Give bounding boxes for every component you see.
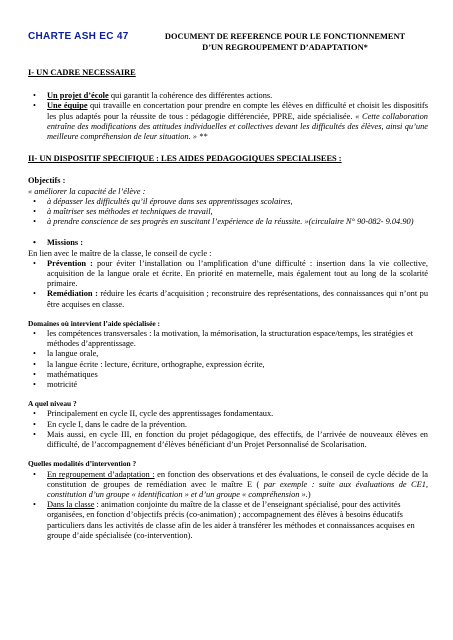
list-item: • à prendre conscience de ses progrès en suscitant l’expérience de la réussite. »(circulaire N° 90-082- 9.04.90) <box>28 217 428 227</box>
title-line-1: DOCUMENT DE REFERENCE POUR LE FONCTIONNEMENT <box>164 32 406 41</box>
equipe-quote: « Cette collaboration entraîne des modifications des attitudes individuelles et collectives devant les difficultés des élèves, ainsi qu’une meilleure compréhension de leur situation. » ** <box>47 111 428 142</box>
document-page <box>28 26 428 541</box>
projet-ecole-text: qui garantit la cohérence des différentes actions. <box>108 91 273 101</box>
remediation-label: Remédiation : <box>47 289 98 299</box>
niveau-heading: A quel niveau ? <box>28 399 77 409</box>
regroupement-end: ) <box>307 489 311 499</box>
objectifs-lead: « améliorer la capacité de l’élève : <box>28 186 146 196</box>
list-item: • à dépasser les difficultés qu’il éprouve dans ses apprentissages scolaires, <box>28 197 428 207</box>
remediation-text: réduire les écarts d’acquisition ; reconstruire des représentations, des connaissances qui n’ont pu être acquises en classe. <box>47 289 429 309</box>
domaines-list <box>28 329 428 390</box>
list-item: • motricité <box>28 380 428 390</box>
list-item: • à maîtriser ses méthodes et techniques de travail, <box>28 207 428 217</box>
domaines-heading: Domaines où intervient l’aide spécialisée : <box>28 318 160 328</box>
list-item <box>28 91 428 101</box>
charte-brand: CHARTE ASH EC 47 <box>28 31 129 42</box>
missions-heading-list <box>28 238 428 248</box>
list-item: • Mais aussi, en cycle III, en fonction du projet pédagogique, des effectifs, de l’arrivée de nouveaux élèves en difficulté, de l’accompagnement d’élèves bénéficiant d’un Projet Personnalisé de Scolarisation. <box>28 430 428 450</box>
title-line-2: D’UN REGROUPEMENT D’ADAPTATION* <box>202 42 368 52</box>
section1-list <box>28 91 428 142</box>
list-item <box>28 101 428 142</box>
section2-heading: II- UN DISPOSITIF SPECIFIQUE : LES AIDES PEDAGOGIQUES SPECIALISEES : <box>28 154 342 164</box>
prevention-label: Prévention : <box>47 258 93 268</box>
modalites-list <box>28 470 428 541</box>
prevention-text: pour éviter l’installation ou l’amplification d’une difficulté : insertion dans la vie collective, acquisition de la langue orale et écrite. En priorité en maternelle, mais également tout au long de la scolarité primaire. <box>47 258 428 289</box>
list-item <box>28 289 428 309</box>
modalites-heading: Quelles modalités d’intervention ? <box>28 459 137 469</box>
objectifs-heading: Objectifs : <box>28 176 66 186</box>
list-item: • la langue orale, <box>28 349 428 359</box>
list-item: • En cycle I, dans le cadre de la prévention. <box>28 420 428 430</box>
dans-classe-label: Dans la classe <box>47 500 95 510</box>
list-item: • la langue écrite : lecture, écriture, orthographe, expression écrite, <box>28 360 428 370</box>
list-item: • les compétences transversales : la motivation, la mémorisation, la structuration espace/temps, les stratégies et méthodes d’apprentissage. <box>28 329 428 349</box>
dans-classe-text: : animation conjointe du maître de la classe et de l’enseignant spécialisé, pour des activités organisées, en fonction d’objectifs précis (co-animation) ; accompagnement des élèves à besoins éducatifs particuliers dans les activités de classe afin de les aider à transférer les méthodes et connaissances acquises en groupe d’aide spécialisée (co-intervention). <box>47 500 415 540</box>
missions-heading: • Missions : <box>28 238 428 248</box>
regroupement-example: par exemple : suite aux évaluations de CE1, constitution d’un groupe « identification » et d’un groupe « compréhension ». <box>47 479 428 499</box>
equipe-label: Une équipe <box>47 101 88 111</box>
missions-list <box>28 259 428 310</box>
objectifs-list <box>28 197 428 228</box>
list-item: • Principalement en cycle II, cycle des apprentissages fondamentaux. <box>28 409 428 419</box>
niveau-list <box>28 409 428 450</box>
equipe-text: qui travaille en concertation pour prendre en compte les élèves en difficulté et choisit les dispositifs les plus adaptés pour la réussite de tous : pédagogie différenciée, PPRE, aide spécialisée. <box>47 101 428 121</box>
regroupement-label: En regroupement d’adaptation : <box>47 469 155 479</box>
document-title <box>142 32 428 53</box>
list-item: • mathématiques <box>28 370 428 380</box>
section1-heading: I- UN CADRE NECESSAIRE <box>28 68 136 77</box>
regroupement-text: en fonction des observations et des évaluations, le conseil de cycle décide de la constitution de groupes de remédiation avec le maître E ( <box>47 469 428 489</box>
document-header <box>28 26 428 52</box>
list-item <box>28 470 428 501</box>
list-item <box>28 259 428 290</box>
list-item <box>28 500 428 541</box>
missions-intro: En lien avec le maître de la classe, le conseil de cycle : <box>28 248 212 258</box>
projet-ecole-label: Un projet d’école <box>47 91 109 101</box>
